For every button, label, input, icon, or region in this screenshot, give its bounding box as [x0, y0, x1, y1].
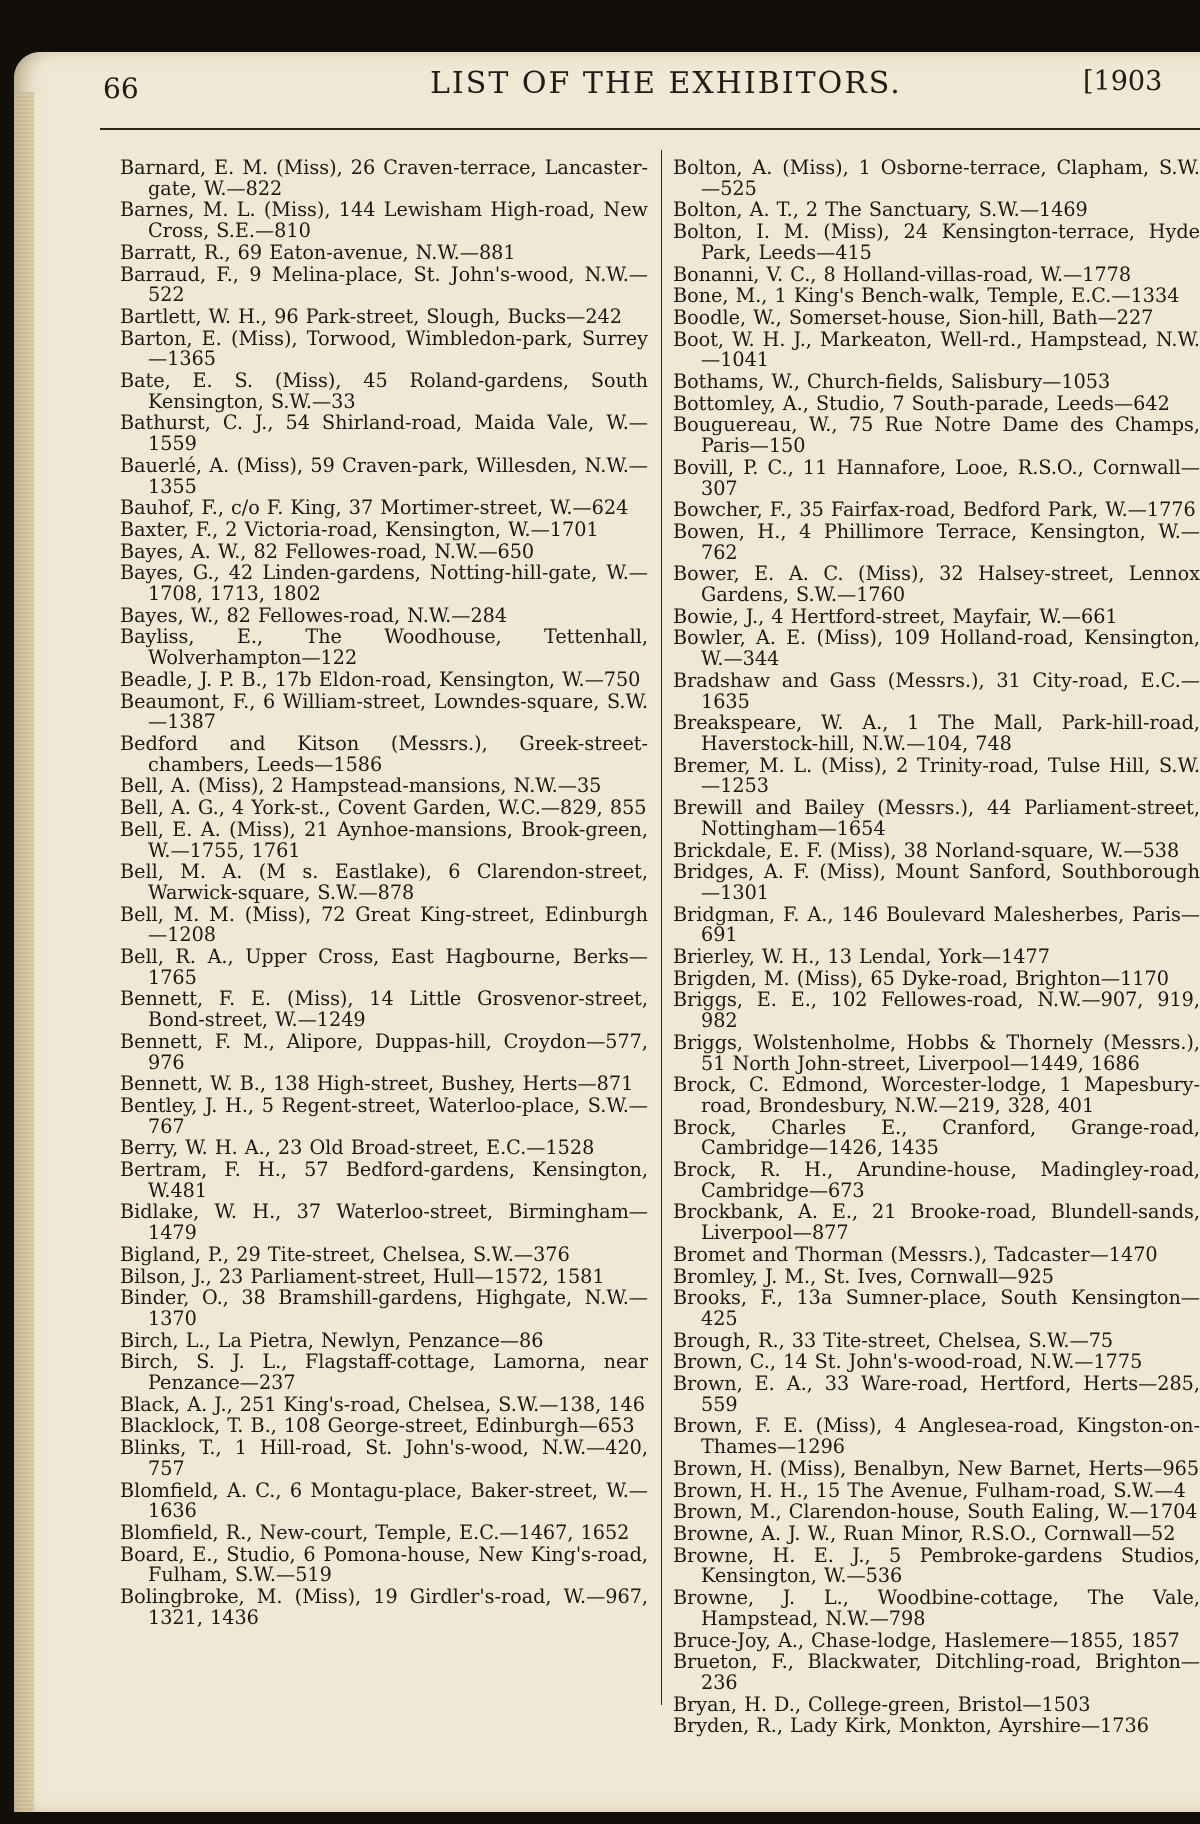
exhibitor-entry: Browne, J. L., Woodbine-cottage, The Vale, Hampstead, N.W.—798 — [673, 1586, 1200, 1630]
left-column — [120, 158, 648, 1630]
exhibitor-entry: Bonanni, V. C., 8 Holland-villas-road, W.—1778 — [673, 262, 1132, 286]
exhibitor-entry: Brown, F. E. (Miss), 4 Anglesea-road, Kingston-on-Thames—1296 — [673, 1414, 1200, 1459]
exhibitor-entry: Blacklock, T. B., 108 George-street, Edinburgh—653 — [120, 1414, 635, 1438]
exhibitor-entry: Beadle, J. P. B., 17b Eldon-road, Kensington, W.—750 — [120, 667, 641, 691]
exhibitor-entry: Bennett, F. E. (Miss), 14 Little Grosvenor-street, Bond-street, W.—1249 — [120, 987, 648, 1032]
exhibitor-entry: Bolingbroke, M. (Miss), 19 Girdler's-road, W.—967, 1321, 1436 — [120, 1585, 648, 1629]
column-divider — [661, 150, 662, 1705]
exhibitor-entry: Browne, H. E. J., 5 Pembroke-gardens Studios, Kensington, W.—536 — [673, 1543, 1200, 1588]
exhibitor-entry: Bidlake, W. H., 37 Waterloo-street, Birmingham—1479 — [120, 1200, 648, 1245]
exhibitor-entry: Board, E., Studio, 6 Pomona-house, New King's-road, Fulham, S.W.—519 — [120, 1542, 648, 1587]
exhibitor-entry: Bowie, J., 4 Hertford-street, Mayfair, W.—661 — [673, 604, 1118, 628]
exhibitor-entry: Birch, S. J. L., Flagstaff-cottage, Lamorna, near Penzance—237 — [120, 1350, 648, 1395]
exhibitor-entry: Bryden, R., Lady Kirk, Monkton, Ayrshire—1736 — [673, 1714, 1149, 1738]
right-column — [673, 158, 1200, 1738]
exhibitor-entry: Bridges, A. F. (Miss), Mount Sanford, Southborough—1301 — [673, 860, 1200, 904]
exhibitor-entry: Bryan, H. D., College-green, Bristol—1503 — [673, 1692, 1091, 1716]
exhibitor-entry: Breakspeare, W. A., 1 The Mall, Park-hill-road, Haverstock-hill, N.W.—104, 748 — [673, 711, 1200, 755]
exhibitor-entry: Bowcher, F., 35 Fairfax-road, Bedford Park, W.—1776 — [673, 498, 1196, 522]
exhibitor-entry: Brierley, W. H., 13 Lendal, York—1477 — [673, 945, 1050, 969]
exhibitor-entry: Bone, M., 1 King's Bench-walk, Temple, E.C.—1334 — [673, 284, 1180, 308]
exhibitor-entry: Bate, E. S. (Miss), 45 Roland-gardens, South Kensington, S.W.—33 — [120, 369, 648, 413]
exhibitor-entry: Beaumont, F., 6 William-street, Lowndes-square, S.W.—1387 — [120, 689, 648, 734]
exhibitor-entry: Bottomley, A., Studio, 7 South-parade, Leeds—642 — [673, 391, 1170, 415]
exhibitor-entry: Bell, A. (Miss), 2 Hampstead-mansions, N.W.—35 — [120, 774, 602, 798]
exhibitor-entry: Brock, Charles E., Cranford, Grange-road, Cambridge—1426, 1435 — [673, 1115, 1200, 1160]
exhibitor-entry: Brigden, M. (Miss), 65 Dyke-road, Brighton—1170 — [673, 966, 1169, 990]
exhibitor-entry: Bayes, G., 42 Linden-gardens, Notting-hill-gate, W.—1708, 1713, 1802 — [120, 561, 648, 606]
exhibitor-entry: Bovill, P. C., 11 Hannafore, Looe, R.S.O., Cornwall—307 — [673, 455, 1200, 500]
exhibitor-entry: Brewill and Bailey (Messrs.), 44 Parliament-street, Nottingham—1654 — [673, 796, 1200, 840]
exhibitor-entry: Briggs, E. E., 102 Fellowes-road, N.W.—907, 919, 982 — [673, 988, 1200, 1033]
exhibitor-entry: Brough, R., 33 Tite-street, Chelsea, S.W.—75 — [673, 1328, 1114, 1352]
exhibitor-entry: Bennett, W. B., 138 High-street, Bushey, Herts—871 — [120, 1072, 634, 1096]
exhibitor-entry: Blomfield, A. C., 6 Montagu-place, Baker-street, W.—1636 — [120, 1478, 648, 1523]
exhibitor-entry: Bowen, H., 4 Phillimore Terrace, Kensington, W.—762 — [673, 519, 1200, 564]
exhibitor-entry: Brown, M., Clarendon-house, South Ealing, W.—1704 — [673, 1500, 1198, 1524]
exhibitor-entry: Brickdale, E. F. (Miss), 38 Norland-square, W.—538 — [673, 838, 1180, 862]
exhibitor-entry: Bouguereau, W., 75 Rue Notre Dame des Champs, Paris—150 — [673, 413, 1200, 458]
exhibitor-entry: Bauerlé, A. (Miss), 59 Craven-park, Willesden, N.W.—1355 — [120, 453, 648, 498]
exhibitor-entry: Bell, E. A. (Miss), 21 Aynhoe-mansions, Brook-green, W.—1755, 1761 — [120, 817, 648, 862]
exhibitor-entry: Boot, W. H. J., Markeaton, Well-rd., Hampstead, N.W.—1041 — [673, 327, 1200, 372]
exhibitor-entry: Bromet and Thorman (Messrs.), Tadcaster—1470 — [673, 1242, 1158, 1266]
exhibitor-entry: Blomfield, R., New-court, Temple, E.C.—1467, 1652 — [120, 1521, 630, 1544]
exhibitor-entry: Brock, C. Edmond, Worcester-lodge, 1 Mapesbury-road, Brondesbury, N.W.—219, 328, 401 — [673, 1073, 1200, 1117]
exhibitor-entry: Barratt, R., 69 Eaton-avenue, N.W.—881 — [120, 240, 516, 264]
exhibitor-entry: Brown, H. (Miss), Benalbyn, New Barnet, Herts—965 — [673, 1456, 1200, 1480]
exhibitor-entry: Bower, E. A. C. (Miss), 32 Halsey-street, Lennox Gardens, S.W.—1760 — [673, 562, 1200, 607]
exhibitor-entry: Black, A. J., 251 King's-road, Chelsea, S.W.—138, 146 — [120, 1392, 645, 1416]
exhibitor-entry: Bruce-Joy, A., Chase-lodge, Haslemere—1855, 1857 — [673, 1628, 1180, 1652]
exhibitor-entry: Briggs, Wolstenholme, Hobbs & Thornely (Messrs.), 51 North John-street, Liverpool—1449, 1686 — [673, 1030, 1200, 1075]
exhibitor-entry: Barnes, M. L. (Miss), 144 Lewisham High-road, New Cross, S.E.—810 — [120, 198, 648, 243]
exhibitor-entry: Bowler, A. E. (Miss), 109 Holland-road, Kensington, W.—344 — [673, 626, 1200, 671]
exhibitor-entry: Bayes, A. W., 82 Fellowes-road, N.W.—650 — [120, 539, 535, 563]
exhibitor-entry: Brown, E. A., 33 Ware-road, Hertford, Herts—285, 559 — [673, 1372, 1200, 1416]
exhibitor-entry: Brueton, F., Blackwater, Ditchling-road, Brighton—236 — [673, 1650, 1200, 1694]
exhibitor-entry: Bedford and Kitson (Messrs.), Greek-street-chambers, Leeds—1586 — [120, 731, 648, 776]
exhibitor-entry: Berry, W. H. A., 23 Old Broad-street, E.C.—1528 — [120, 1136, 595, 1160]
exhibitor-entry: Brockbank, A. E., 21 Brooke-road, Blundell-sands, Liverpool—877 — [673, 1200, 1200, 1245]
exhibitor-entry: Bell, M. M. (Miss), 72 Great King-street, Edinburgh—1208 — [120, 902, 648, 947]
exhibitor-entry: Bradshaw and Gass (Messrs.), 31 City-road, E.C.—1635 — [673, 668, 1200, 713]
exhibitor-entry: Binder, O., 38 Bramshill-gardens, Highgate, N.W.—1370 — [120, 1286, 648, 1330]
exhibitor-entry: Brock, R. H., Arundine-house, Madingley-road, Cambridge—673 — [673, 1158, 1200, 1202]
exhibitor-entry: Bell, R. A., Upper Cross, East Hagbourne, Berks—1765 — [120, 945, 648, 989]
exhibitor-entry: Bigland, P., 29 Tite-street, Chelsea, S.W.—376 — [120, 1242, 570, 1266]
exhibitor-entry: Bilson, J., 23 Parliament-street, Hull—1572, 1581 — [120, 1264, 605, 1288]
exhibitor-entry: Baxter, F., 2 Victoria-road, Kensington, W.—1701 — [120, 517, 599, 541]
exhibitor-entry: Bayliss, E., The Woodhouse, Tettenhall, Wolverhampton—122 — [120, 625, 648, 670]
exhibitor-entry: Bolton, I. M. (Miss), 24 Kensington-terrace, Hyde Park, Leeds—415 — [673, 220, 1200, 264]
exhibitor-entry: Brooks, F., 13a Sumner-place, South Kensington—425 — [673, 1286, 1200, 1330]
page-number: 66 — [103, 72, 139, 105]
page-year: [1903 — [1083, 66, 1163, 97]
header-rule — [100, 128, 1200, 130]
exhibitor-entry: Bertram, F. H., 57 Bedford-gardens, Kensington, W.481 — [120, 1158, 648, 1202]
exhibitor-entry: Barraud, F., 9 Melina-place, St. John's-wood, N.W.—522 — [120, 262, 648, 307]
exhibitor-entry: Bayes, W., 82 Fellowes-road, N.W.—284 — [120, 603, 508, 627]
exhibitor-entry: Bartlett, W. H., 96 Park-street, Slough, Bucks—242 — [120, 304, 622, 328]
page-edge — [14, 92, 34, 1812]
exhibitor-entry: Birch, L., La Pietra, Newlyn, Penzance—86 — [120, 1328, 544, 1352]
exhibitor-entry: Bromley, J. M., St. Ives, Cornwall—925 — [673, 1264, 1054, 1288]
exhibitor-entry: Blinks, T., 1 Hill-road, St. John's-wood, N.W.—420, 757 — [120, 1436, 648, 1480]
exhibitor-entry: Barnard, E. M. (Miss), 26 Craven-terrace, Lancaster-gate, W.—822 — [120, 156, 648, 200]
exhibitor-entry: Bentley, J. H., 5 Regent-street, Waterloo-place, S.W.—767 — [120, 1093, 648, 1138]
exhibitor-entry: Bolton, A. (Miss), 1 Osborne-terrace, Clapham, S.W.—525 — [673, 158, 1200, 200]
exhibitor-entry: Brown, H. H., 15 The Avenue, Fulham-road, S.W.—4 — [673, 1478, 1186, 1502]
exhibitor-entry: Brown, C., 14 St. John's-wood-road, N.W.—1775 — [673, 1350, 1143, 1374]
exhibitor-entry: Bell, A. G., 4 York-st., Covent Garden, W.C.—829, 855 — [120, 796, 647, 820]
exhibitor-entry: Bremer, M. L. (Miss), 2 Trinity-road, Tulse Hill, S.W.—1253 — [673, 753, 1200, 798]
exhibitor-entry: Bridgman, F. A., 146 Boulevard Malesherbes, Paris—691 — [673, 902, 1200, 947]
exhibitor-entry: Bolton, A. T., 2 The Sanctuary, S.W.—1469 — [673, 198, 1088, 222]
exhibitor-entry: Browne, A. J. W., Ruan Minor, R.S.O., Cornwall—52 — [673, 1522, 1176, 1545]
exhibitor-entry: Barton, E. (Miss), Torwood, Wimbledon-park, Surrey—1365 — [120, 326, 648, 371]
page-title: LIST OF THE EXHIBITORS. — [430, 66, 902, 101]
exhibitor-entry: Bennett, F. M., Alipore, Duppas-hill, Croydon—577, 976 — [120, 1029, 648, 1074]
exhibitor-entry: Boodle, W., Somerset-house, Sion-hill, Bath—227 — [673, 305, 1154, 329]
exhibitor-entry: Bauhof, F., c/o F. King, 37 Mortimer-street, W.—624 — [120, 496, 629, 520]
exhibitor-entry: Bothams, W., Church-fields, Salisbury—1053 — [673, 370, 1111, 394]
exhibitor-entry: Bell, M. A. (M s. Eastlake), 6 Clarendon-street, Warwick-square, S.W.—878 — [120, 860, 648, 904]
exhibitor-entry: Bathurst, C. J., 54 Shirland-road, Maida Vale, W.—1559 — [120, 411, 648, 456]
